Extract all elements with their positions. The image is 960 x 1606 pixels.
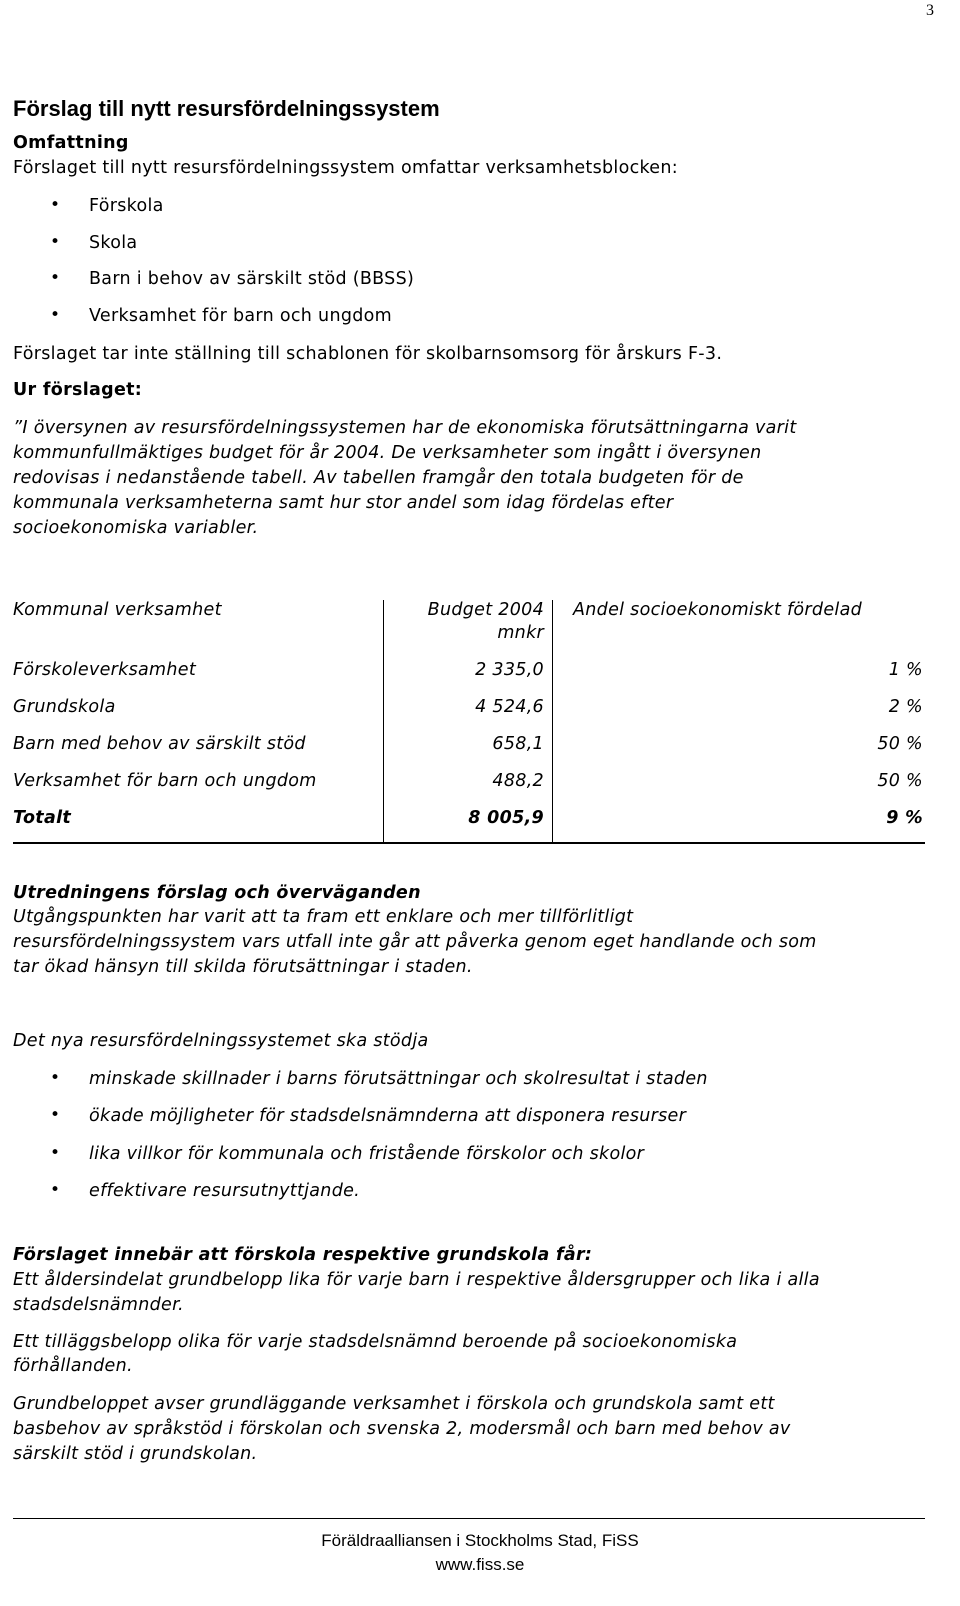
- scope-heading: Omfattning: [13, 133, 129, 153]
- considerations-line: resursfördelningssystem vars utfall inte går att påverka genom eget handlande och som: [13, 932, 817, 952]
- scope-intro: Förslaget till nytt resursfördelningssystem omfattar verksamhetsblocken:: [13, 158, 678, 178]
- considerations-line: tar ökad hänsyn till skilda förutsättningar i staden.: [13, 957, 473, 977]
- quote-line: kommunala verksamheterna samt hur stor andel som idag fördelas efter: [13, 493, 674, 513]
- table-row: Verksamhet för barn och ungdom 488,2 50 %: [13, 771, 931, 808]
- footer-url[interactable]: www.fiss.se: [435, 1555, 525, 1574]
- footer-rule: [13, 1518, 925, 1519]
- table-row: Förskoleverksamhet 2 335,0 1 %: [13, 660, 931, 697]
- considerations-heading: Utredningens förslag och överväganden: [13, 883, 421, 903]
- implication-heading: Förslaget innebär att förskola respektive grundskola får:: [13, 1245, 593, 1265]
- implication-line: Ett tilläggsbelopp olika för varje stadsdelsnämnd beroende på socioekonomiska: [13, 1332, 738, 1352]
- implication-line: särskilt stöd i grundskolan.: [13, 1444, 258, 1464]
- quote-line: kommunfullmäktiges budget för år 2004. De verksamheter som ingått i översynen: [13, 443, 762, 463]
- page-title: Förslag till nytt resursfördelningssystem: [13, 96, 440, 121]
- bullet-icon: •: [50, 1180, 61, 1200]
- header-verksamhet: Kommunal verksamhet: [13, 600, 222, 620]
- quote-heading: Ur förslaget:: [13, 380, 143, 400]
- scope-note: Förslaget tar inte ställning till schablonen för skolbarnsomsorg för årskurs F-3.: [13, 344, 723, 364]
- bullet-icon: •: [50, 305, 61, 325]
- header-andel: Andel socioekonomiskt fördelad: [573, 600, 862, 620]
- support-intro: Det nya resursfördelningssystemet ska stödja: [13, 1031, 429, 1051]
- quote-line: socioekonomiska variabler.: [13, 518, 259, 538]
- implication-line: basbehov av språkstöd i förskolan och svenska 2, modersmål och barn med behov av: [13, 1419, 791, 1439]
- quote-line: redovisas i nedanstående tabell. Av tabellen framgår den totala budgeten för de: [13, 468, 744, 488]
- table-header-row: [13, 600, 931, 660]
- header-budget: Budget 2004 mnkr: [384, 600, 553, 660]
- bullet-icon: •: [50, 268, 61, 288]
- table-row: Barn med behov av särskilt stöd 658,1 50 %: [13, 734, 931, 771]
- table-row: Grundskola 4 524,6 2 %: [13, 697, 931, 734]
- footer-org: Föräldraalliansen i Stockholms Stad, FiSS: [321, 1531, 639, 1550]
- bullet-icon: •: [50, 1105, 61, 1125]
- budget-table: [13, 600, 931, 844]
- bullet-icon: •: [50, 1143, 61, 1163]
- bullet-icon: •: [50, 1068, 61, 1088]
- quote-line: ”I översynen av resursfördelningssystemen har de ekonomiska förutsättningarna varit: [13, 418, 797, 438]
- table-bottom-rule: [13, 842, 925, 844]
- bullet-icon: •: [50, 232, 61, 252]
- bullet-icon: •: [50, 195, 61, 215]
- implication-line: stadsdelsnämnder.: [13, 1295, 184, 1315]
- page-number: 3: [926, 2, 934, 19]
- implication-line: förhållanden.: [13, 1356, 133, 1376]
- implication-line: Grundbeloppet avser grundläggande verksamhet i förskola och grundskola samt ett: [13, 1394, 775, 1414]
- implication-line: Ett åldersindelat grundbelopp lika för varje barn i respektive åldersgrupper och lika i alla: [13, 1270, 820, 1290]
- considerations-line: Utgångspunkten har varit att ta fram ett enklare och mer tillförlitligt: [13, 907, 634, 927]
- table-total-row: Totalt 8 005,9 9 %: [13, 808, 931, 844]
